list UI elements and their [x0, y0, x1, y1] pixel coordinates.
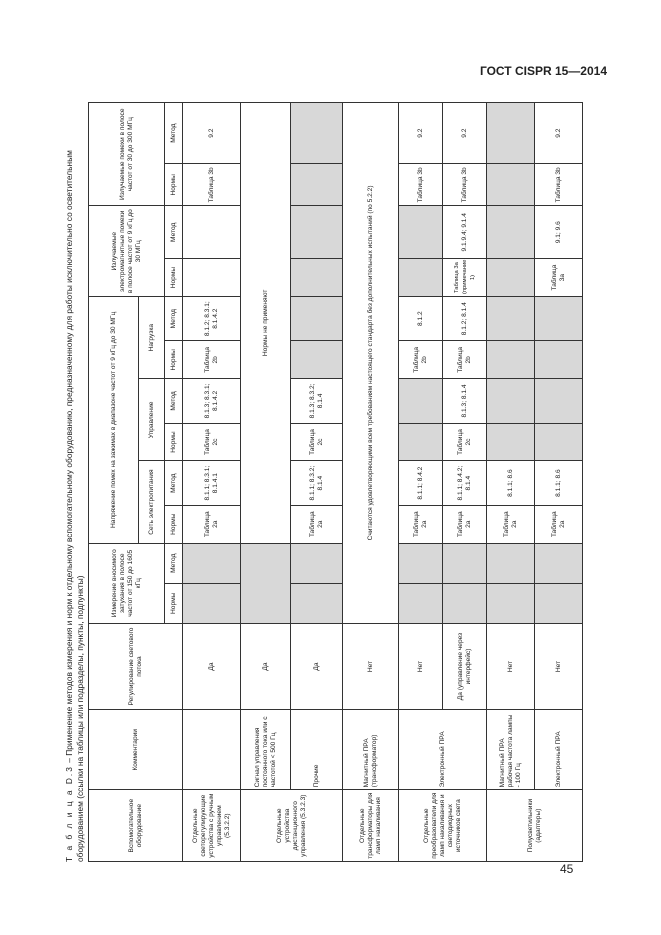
shaded-cell [535, 423, 583, 461]
method-cell: 9.2 [183, 103, 241, 164]
method-cell: 9.1.9.4; 9.1.4 [443, 206, 487, 259]
control-cell: Да (управление через интерфейс) [443, 623, 487, 709]
method-cell: 9.2 [399, 103, 443, 164]
shaded-cell [535, 297, 583, 341]
table-caption [64, 102, 88, 862]
shaded-cell [535, 543, 583, 583]
control-cell: Нет [535, 623, 583, 709]
col-radiated-em: Излучаемые электромагнитные помехи в полосе частот от 9 кГц до 30 МГц [89, 206, 165, 297]
shaded-cell [183, 583, 241, 623]
control-cell: Нет [343, 623, 399, 709]
method-header: Метод [165, 206, 183, 259]
shaded-cell [487, 583, 535, 623]
equipment-cell: Полусветильники (адаптеры) [487, 790, 583, 862]
norm-cell: Таблица 2а [291, 505, 343, 543]
method-header: Метод [165, 103, 183, 164]
norm-cell: Таблица 2с [443, 423, 487, 461]
shaded-cell [291, 259, 343, 297]
col-insertion-loss: Измерение вносимого затухания в полосе частот от 150 до 1605 кГц [89, 543, 165, 623]
shaded-cell [183, 543, 241, 583]
control-cell: Да [183, 623, 241, 709]
method-cell: 8.1.2 [399, 297, 443, 341]
norm-cell: Таблица 2а [183, 505, 241, 543]
shaded-cell [443, 543, 487, 583]
shaded-cell [291, 164, 343, 206]
norms-header: Нормы [165, 341, 183, 379]
comment-cell: Электронный ПРА [399, 710, 487, 790]
norm-cell: Таблица 2с [291, 423, 343, 461]
col-mains: Сеть электропитания [139, 461, 165, 543]
shaded-cell [399, 543, 443, 583]
method-cell: 8.1.3; 8.3.2; 8.1.4 [291, 379, 343, 423]
col-control: Управление [139, 379, 165, 461]
norm-cell: Таблица 3а [535, 259, 583, 297]
norm-cell: Таблица 3b [535, 164, 583, 206]
table-row [291, 103, 343, 862]
shaded-cell [291, 103, 343, 164]
caption-label: Т а б л и ц а D.3 [64, 765, 74, 862]
table-row [535, 103, 583, 862]
method-header: Метод [165, 461, 183, 505]
shaded-cell [291, 297, 343, 341]
norm-cell: Таблица 2с [183, 423, 241, 461]
method-header: Метод [165, 297, 183, 341]
method-header: Метод [165, 379, 183, 423]
norm-cell: Таблица 2а [399, 505, 443, 543]
norm-cell: Таблица 3b [183, 164, 241, 206]
empty-cell [183, 206, 241, 259]
method-cell: 8.1.1; 8.4.2; 8.1.4 [443, 461, 487, 505]
norms-header: Нормы [165, 259, 183, 297]
norms-header: Нормы [165, 164, 183, 206]
shaded-cell [487, 206, 535, 259]
norm-cell: Таблица 2а [443, 505, 487, 543]
rotated-table-block [64, 102, 604, 862]
shaded-cell [487, 341, 535, 379]
equipment-cell: Отдельные устройства дистанционного управления (5.3.2.3) [241, 790, 343, 862]
page-number: 45 [560, 862, 574, 876]
shaded-cell [487, 379, 535, 423]
table-row [183, 103, 241, 862]
shaded-cell [535, 341, 583, 379]
method-cell: 8.1.1; 8.6 [487, 461, 535, 505]
shaded-cell [487, 103, 535, 164]
comment-cell: Электронный ПРА [535, 710, 583, 790]
method-header: Метод [165, 543, 183, 583]
shaded-cell [399, 379, 443, 423]
norm-cell: Таблица 2b [443, 341, 487, 379]
method-cell: 8.1.2; 8.3.1; 8.1.4.2 [183, 297, 241, 341]
table-row [487, 103, 535, 862]
method-cell: 8.1.3; 8.3.1; 8.1.4.2 [183, 379, 241, 423]
shaded-cell [291, 341, 343, 379]
control-cell: Да [291, 623, 343, 709]
norms-header: Нормы [165, 423, 183, 461]
method-cell: 8.1.1; 8.3.1; 8.1.4.1 [183, 461, 241, 505]
document-id: ГОСТ CISPR 15—2014 [479, 64, 607, 78]
shaded-cell [241, 543, 291, 623]
col-light-control: Регулирование светового потока [89, 623, 183, 709]
shaded-cell [399, 583, 443, 623]
col-terminal-voltage: Напряжение помех на зажимах в диапазоне частот от 9 кГц до 30 МГц [89, 297, 139, 544]
table-row [241, 103, 291, 862]
norm-cell: Таблица 3а (примечание 1) [443, 259, 487, 297]
comment-cell [183, 710, 241, 790]
norms-header: Нормы [165, 505, 183, 543]
shaded-cell [399, 423, 443, 461]
shaded-cell [291, 206, 343, 259]
control-cell: Нет [487, 623, 535, 709]
equipment-cell: Отдельные светорегулирующие устройства с ручным управлением (5.3.2.2) [183, 790, 241, 862]
equipment-cell: Отдельные преобразователи для ламп накаливания и светодиодных источников света [399, 790, 487, 862]
shaded-cell [399, 259, 443, 297]
norm-cell: Таблица 3b [443, 164, 487, 206]
shaded-cell [535, 379, 583, 423]
shaded-cell [487, 423, 535, 461]
comment-cell: Сигнал управления постоянного тока или с частотой < 500 Гц [241, 710, 291, 790]
shaded-cell [443, 583, 487, 623]
comment-cell: Магнитный ПРА рабочая частота лампы - 100 Гц [487, 710, 535, 790]
method-cell: 8.1.1; 8.3.2; 8.1.4 [291, 461, 343, 505]
shaded-cell [399, 206, 443, 259]
col-aux-equipment: Вспомогательное оборудование [89, 790, 183, 862]
method-cell: 8.1.1; 8.6 [535, 461, 583, 505]
comment-cell: Магнитный ПРА (трансформатор) [343, 710, 399, 790]
caption-text: – Применение методов измерения и норм к отдельному вспомогательному оборудованию, предназначенному для работы исключительно со осветительным оборудованием (ссылки на таблицы или подразделы, пункты, подпункты) [64, 150, 85, 862]
method-cell: 8.1.3; 8.1.4 [443, 379, 487, 423]
note-cell: Считаются удовлетворяющими всем требованиям настоящего стандарта без дополнительных испытаний (по 5.2.2) [343, 103, 399, 624]
method-cell: 8.1.1; 8.4.2 [399, 461, 443, 505]
norm-cell: Таблица 3b [399, 164, 443, 206]
method-cell: 9.2 [443, 103, 487, 164]
shaded-cell [487, 259, 535, 297]
table-row [343, 103, 399, 862]
norm-cell: Таблица 2b [183, 341, 241, 379]
norms-header: Нормы [165, 583, 183, 623]
equipment-cell: Отдельные трансформаторы для ламп накаливания [343, 790, 399, 862]
shaded-cell [487, 297, 535, 341]
method-cell: 9.2 [535, 103, 583, 164]
control-cell: Нет [399, 623, 443, 709]
table-row [399, 103, 443, 862]
shaded-cell [535, 583, 583, 623]
methods-table [88, 102, 583, 862]
shaded-cell [291, 543, 343, 583]
shaded-cell [487, 543, 535, 583]
norm-cell: Таблица 2а [535, 505, 583, 543]
empty-cell [183, 259, 241, 297]
col-load: Нагрузка [139, 297, 165, 379]
norm-cell: Таблица 2а [487, 505, 535, 543]
method-cell: 8.1.2; 8.1.4 [443, 297, 487, 341]
shaded-cell [487, 164, 535, 206]
col-radiated-30-300: Излучаемые помехи в полосе частот от 30 до 300 МГц [89, 103, 165, 206]
note-cell: Нормы не применяют [241, 103, 291, 544]
norm-cell: Таблица 2b [399, 341, 443, 379]
shaded-cell [291, 583, 343, 623]
method-cell: 9.1; 9.6 [535, 206, 583, 259]
comment-cell: Прочие [291, 710, 343, 790]
control-cell: Да [241, 623, 291, 709]
col-comment: Комментарии [89, 710, 183, 790]
